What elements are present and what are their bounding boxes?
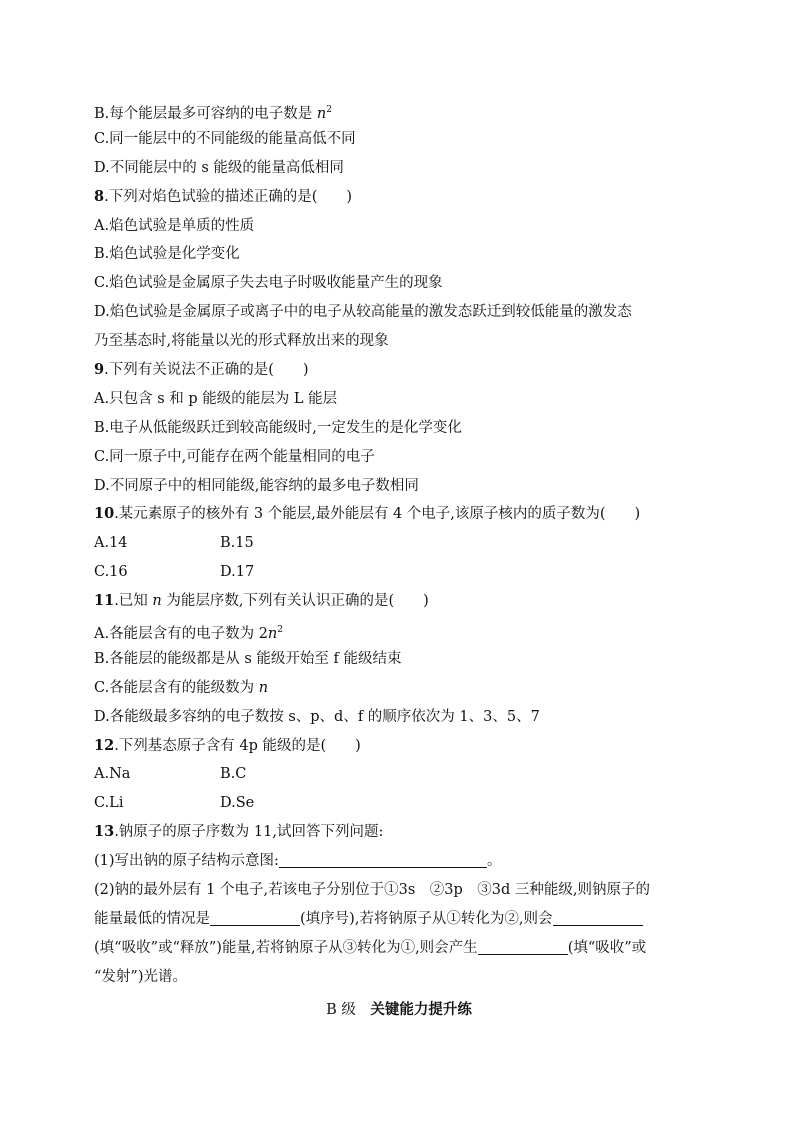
question-list [94, 96, 704, 1025]
q11-option-c: C.各能层含有的能级数为 n [94, 679, 269, 696]
q9-option-b: B.电子从低能级跃迁到较高能级时,一定发生的是化学变化 [94, 419, 462, 436]
answer-blank-4[interactable] [478, 938, 568, 955]
q10-stem: 10.某元素原子的核外有 3 个能层,最外能层有 4 个电子,该原子核内的质子数为( ) [94, 505, 641, 523]
answer-blank-3[interactable] [553, 909, 643, 926]
q9-option-d: D.不同原子中的相同能级,能容纳的最多电子数相同 [94, 477, 419, 494]
q10-option-c: C.16 [94, 564, 128, 581]
q8-option-d: D.焰色试验是金属原子或离子中的电子从较高能量的激发态跃迁到较低能量的激发态 [94, 304, 632, 321]
q13-part-2-line-2: 能量最低的情况是 (填序号),若将钠原子从①转化为②,则会 [94, 905, 704, 934]
section-title: 关键能力提升练 [370, 1000, 472, 1018]
q10-options-row-1 [94, 529, 704, 558]
q10-options-row-2 [94, 558, 704, 587]
q12-option-c: C.Li [94, 795, 124, 812]
q9-option-c: C.同一原子中,可能存在两个能量相同的电子 [94, 448, 375, 465]
q12-option-b: B.C [220, 766, 247, 783]
q11-stem: 11.已知 n 为能层序数,下列有关认识正确的是( ) [94, 592, 429, 610]
q12-option-a: A.Na [94, 766, 131, 783]
q9-stem: 9.下列有关说法不正确的是( ) [94, 361, 309, 379]
q12-options-row-1 [94, 760, 704, 789]
q7-option-b: B.每个能层最多可容纳的电子数是 $n^2$ [94, 105, 332, 122]
q13-part-2-line-1: (2)钠的最外层有 1 个电子,若该电子分别位于①3s ②3p ③3d 三种能级,则钠原子的 [94, 882, 650, 899]
section-heading [94, 996, 704, 1025]
q12-stem: 12.下列基态原子含有 4p 能级的是( ) [94, 736, 361, 754]
q11-option-b: B.各能层的能级都是从 s 能级开始至 f 能级结束 [94, 650, 402, 667]
q12-options-row-2 [94, 789, 704, 818]
section-level: B 级 [326, 1001, 356, 1018]
q8-option-b: B.焰色试验是化学变化 [94, 246, 240, 263]
q8-option-c: C.焰色试验是金属原子失去电子时吸收能量产生的现象 [94, 275, 443, 292]
q11-option-d: D.各能级最多容纳的电子数按 s、p、d、f 的顺序依次为 1、3、5、7 [94, 708, 540, 725]
answer-blank-2[interactable] [210, 909, 300, 926]
q13-part-1: (1)写出钠的原子结构示意图: 。 [94, 853, 502, 870]
q7-option-c: C.同一能层中的不同能级的能量高低不同 [94, 130, 356, 147]
q12-option-d: D.Se [220, 795, 255, 812]
q8-option-d-continued: 乃至基态时,将能量以光的形式释放出来的现象 [94, 333, 389, 350]
q10-option-a: A.14 [94, 535, 128, 552]
answer-blank-1[interactable] [279, 851, 487, 868]
q9-option-a: A.只包含 s 和 p 能级的能层为 L 能层 [94, 390, 338, 407]
q11-option-a: A.各能层含有的电子数为 $2n^2$ [94, 625, 283, 643]
q13-part-2-line-3: (填“吸收”或“释放”)能量,若将钠原子从③转化为①,则会产生 (填“吸收”或 [94, 939, 647, 956]
q10-option-d: D.17 [220, 564, 255, 581]
q13-stem: 13.钠原子的原子序数为 11,试回答下列问题: [94, 823, 384, 841]
q13-part-2-line-4: “发射”)光谱。 [94, 968, 187, 985]
q10-option-b: B.15 [220, 535, 254, 552]
q8-stem: 8.下列对焰色试验的描述正确的是( ) [94, 187, 353, 205]
q8-option-a: A.焰色试验是单质的性质 [94, 217, 255, 234]
q7-option-d: D.不同能层中的 s 能级的能量高低相同 [94, 159, 344, 176]
